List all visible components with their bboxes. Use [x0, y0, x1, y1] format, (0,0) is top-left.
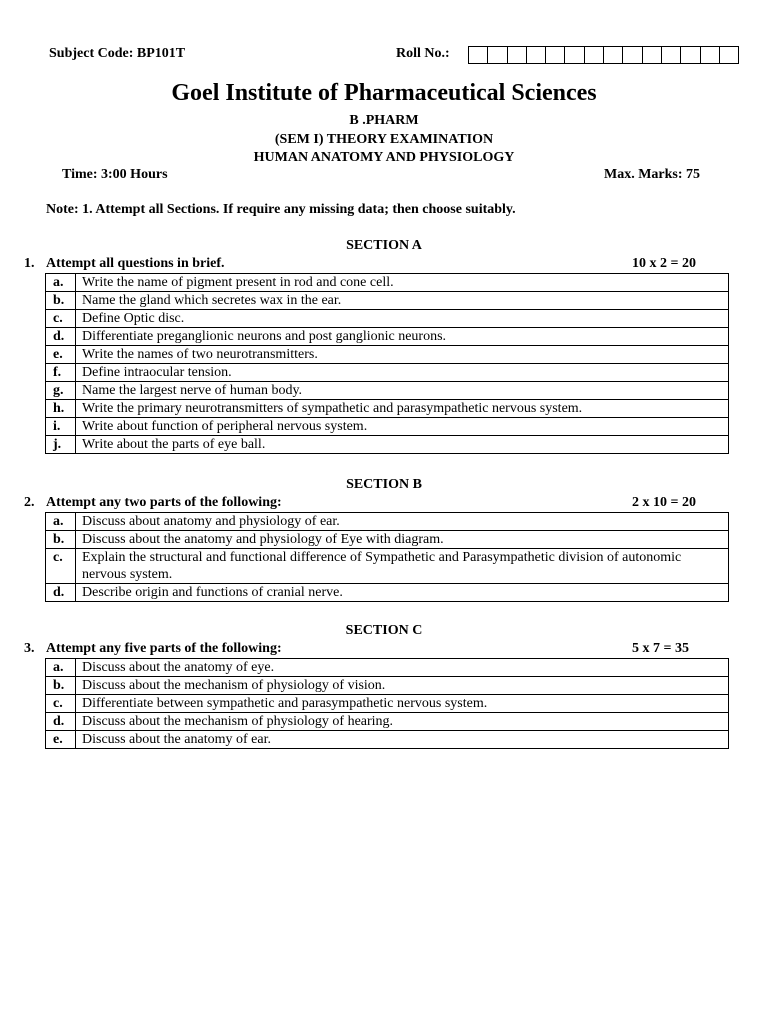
exam-note: Note: 1. Attempt all Sections. If require any missing data; then choose suitably. — [46, 202, 516, 217]
roll-number-box[interactable] — [681, 46, 700, 64]
question-label: a. — [46, 659, 76, 677]
institute-title: Goel Institute of Pharmaceutical Sciences — [171, 80, 597, 106]
question-text: Discuss about the anatomy of ear. — [76, 731, 729, 749]
question-label: e. — [46, 731, 76, 749]
roll-number-box[interactable] — [488, 46, 507, 64]
question-row — [46, 382, 729, 400]
question-label: b. — [46, 677, 76, 695]
roll-number-box[interactable] — [585, 46, 604, 64]
max-marks: Max. Marks: 75 — [604, 167, 701, 182]
question-2-marks: 2 x 10 = 20 — [632, 495, 696, 510]
question-text: Write about the parts of eye ball. — [76, 436, 729, 454]
roll-number-box[interactable] — [508, 46, 527, 64]
question-row — [46, 584, 729, 602]
question-row — [46, 328, 729, 346]
question-text: Discuss about anatomy and physiology of ear. — [76, 513, 729, 531]
question-text: Discuss about the mechanism of physiology of hearing. — [76, 713, 729, 731]
section-b-table — [45, 512, 729, 602]
question-label: c. — [46, 549, 76, 584]
question-label: e. — [46, 346, 76, 364]
question-row — [46, 549, 729, 584]
question-label: d. — [46, 584, 76, 602]
question-1-instruction: Attempt all questions in brief. — [46, 256, 225, 271]
question-row — [46, 531, 729, 549]
question-label: a. — [46, 513, 76, 531]
subject-name: HUMAN ANATOMY AND PHYSIOLOGY — [253, 150, 515, 165]
question-text: Discuss about the anatomy of eye. — [76, 659, 729, 677]
question-row — [46, 731, 729, 749]
section-a-title: SECTION A — [346, 238, 422, 253]
question-label: c. — [46, 310, 76, 328]
section-a-table — [45, 273, 729, 454]
question-text: Write the name of pigment present in rod and cone cell. — [76, 274, 729, 292]
question-text: Define intraocular tension. — [76, 364, 729, 382]
question-3-number: 3. — [24, 641, 35, 656]
roll-number-box[interactable] — [527, 46, 546, 64]
question-row — [46, 659, 729, 677]
question-1-marks: 10 x 2 = 20 — [632, 256, 696, 271]
question-2-number: 2. — [24, 495, 35, 510]
question-text: Differentiate preganglionic neurons and post ganglionic neurons. — [76, 328, 729, 346]
question-text: Explain the structural and functional difference of Sympathetic and Parasympathetic division of autonomic nervous system. — [76, 549, 729, 584]
question-label: b. — [46, 531, 76, 549]
question-label: d. — [46, 328, 76, 346]
question-row — [46, 310, 729, 328]
roll-number-box[interactable] — [643, 46, 662, 64]
question-label: f. — [46, 364, 76, 382]
question-label: j. — [46, 436, 76, 454]
question-row — [46, 274, 729, 292]
exam-name: (SEM I) THEORY EXAMINATION — [274, 132, 494, 147]
roll-number-label: Roll No.: — [396, 46, 450, 61]
roll-number-box[interactable] — [604, 46, 623, 64]
roll-number-box[interactable] — [720, 46, 739, 64]
roll-number-box[interactable] — [469, 46, 488, 64]
question-label: b. — [46, 292, 76, 310]
question-row — [46, 418, 729, 436]
question-row — [46, 513, 729, 531]
question-text: Discuss about the mechanism of physiology of vision. — [76, 677, 729, 695]
question-3-instruction: Attempt any five parts of the following: — [46, 641, 282, 656]
question-row — [46, 436, 729, 454]
exam-time: Time: 3:00 Hours — [62, 167, 168, 182]
question-row — [46, 364, 729, 382]
question-row — [46, 695, 729, 713]
question-text: Differentiate between sympathetic and parasympathetic nervous system. — [76, 695, 729, 713]
question-row — [46, 677, 729, 695]
roll-number-box[interactable] — [546, 46, 565, 64]
question-text: Write about function of peripheral nervous system. — [76, 418, 729, 436]
question-text: Name the gland which secretes wax in the ear. — [76, 292, 729, 310]
question-row — [46, 292, 729, 310]
section-c-title: SECTION C — [345, 623, 423, 638]
question-text: Define Optic disc. — [76, 310, 729, 328]
subject-code: Subject Code: BP101T — [49, 46, 186, 61]
question-2-instruction: Attempt any two parts of the following: — [46, 495, 282, 510]
question-text: Write the names of two neurotransmitters. — [76, 346, 729, 364]
question-1-number: 1. — [24, 256, 35, 271]
program-name: B .PHARM — [349, 113, 419, 128]
question-row — [46, 400, 729, 418]
roll-number-boxes — [468, 46, 739, 64]
question-label: d. — [46, 713, 76, 731]
question-row — [46, 713, 729, 731]
question-text: Name the largest nerve of human body. — [76, 382, 729, 400]
question-label: g. — [46, 382, 76, 400]
question-3-marks: 5 x 7 = 35 — [632, 641, 689, 656]
roll-number-box[interactable] — [662, 46, 681, 64]
section-b-title: SECTION B — [346, 477, 422, 492]
question-text: Discuss about the anatomy and physiology of Eye with diagram. — [76, 531, 729, 549]
roll-number-box[interactable] — [565, 46, 584, 64]
question-text: Describe origin and functions of cranial nerve. — [76, 584, 729, 602]
question-text: Write the primary neurotransmitters of sympathetic and parasympathetic nervous system. — [76, 400, 729, 418]
question-label: h. — [46, 400, 76, 418]
question-label: c. — [46, 695, 76, 713]
section-c-table — [45, 658, 729, 749]
roll-number-box[interactable] — [701, 46, 720, 64]
question-label: a. — [46, 274, 76, 292]
roll-number-box[interactable] — [623, 46, 642, 64]
question-row — [46, 346, 729, 364]
question-label: i. — [46, 418, 76, 436]
